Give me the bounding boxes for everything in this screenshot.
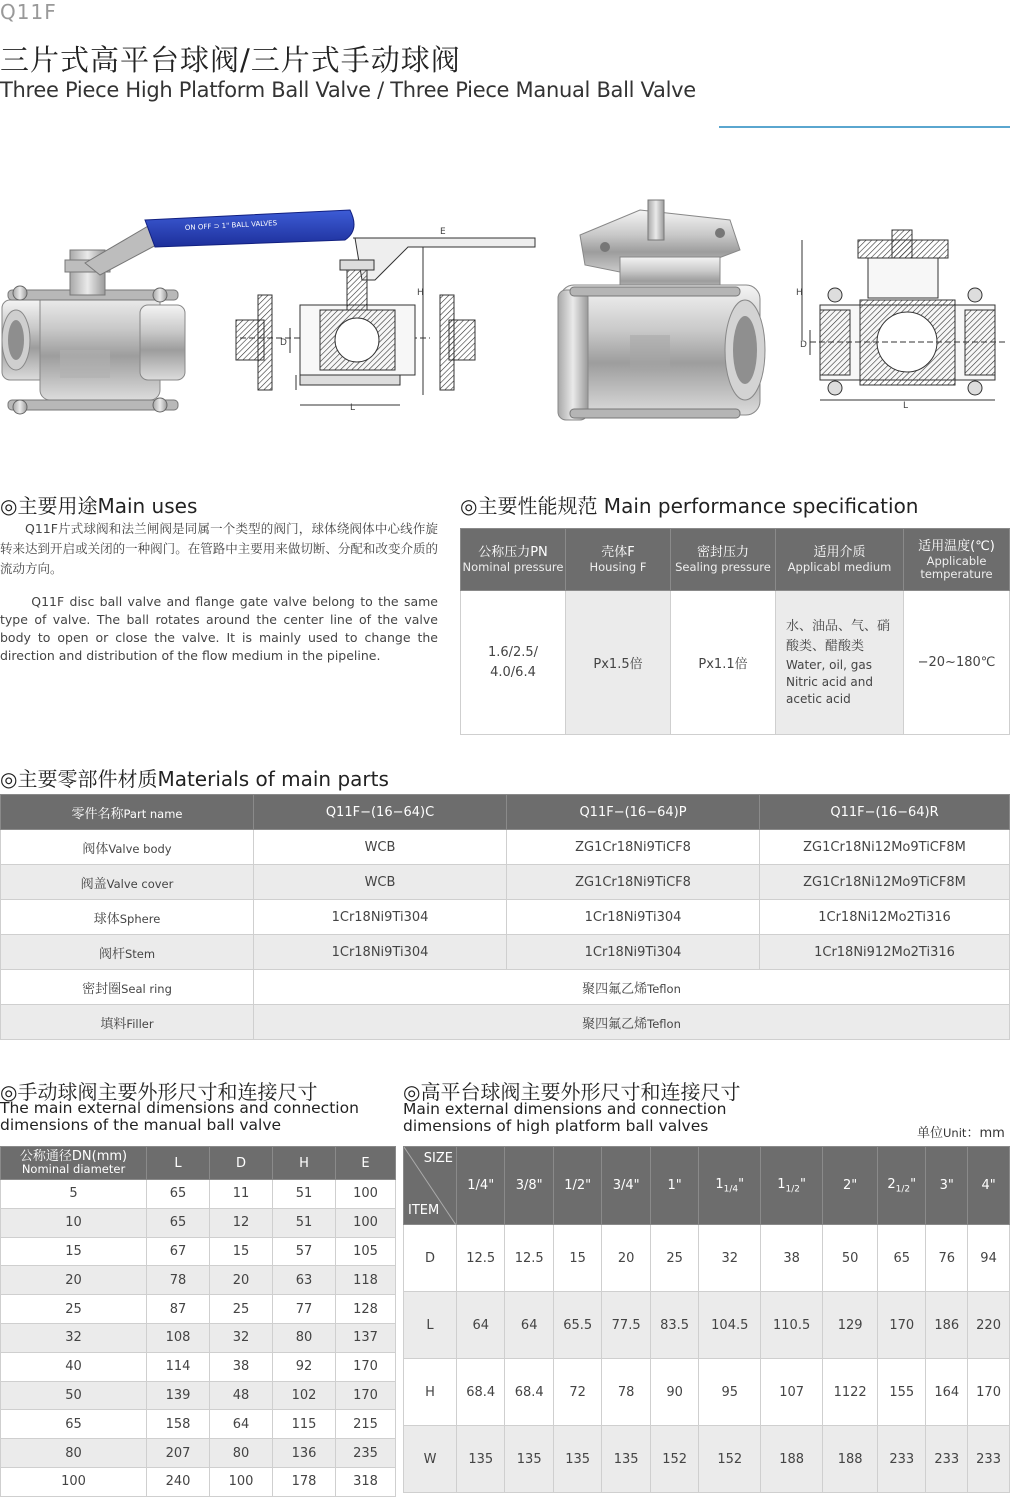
manual-header-l: L: [147, 1147, 210, 1180]
platform-dims-subtitle: Main external dimensions and connection dimensions of high platform ball valves: [403, 1100, 727, 1135]
page-title-cn: 三片式高平台球阀/三片式手动球阀: [0, 43, 461, 77]
size-1-1-2: $1_{1/2}$": [761, 1147, 823, 1225]
manual-header-d: D: [210, 1147, 273, 1180]
size-3-4: 3/4": [602, 1147, 650, 1225]
size-3-8: 3/8": [505, 1147, 553, 1225]
manual-dims-table: [0, 1146, 396, 1497]
table-row: 球体Sphere 1Cr18Ni9Ti304 1Cr18Ni9Ti304 1Cr18Ni12Mo2Ti316: [1, 900, 1010, 935]
high-platform-valve-photo: [558, 200, 765, 420]
page-title-en: Three Piece High Platform Ball Valve / Three Piece Manual Ball Valve: [0, 78, 696, 102]
perf-header-temperature: 适用温度(℃) Applicable temperature: [904, 529, 1010, 591]
materials-table: [0, 794, 1010, 1040]
dim-label-l: L: [350, 403, 356, 413]
table-row: 填料Filler 聚四氟乙烯Teflon: [1, 1005, 1010, 1040]
dim-label-h2: H: [796, 288, 803, 298]
perf-sealing: Px1.1倍: [671, 591, 776, 735]
performance-table: [460, 528, 1010, 735]
size-1-4: 1/4": [457, 1147, 505, 1225]
table-row: 10 65 12 51 100: [1, 1208, 396, 1237]
perf-medium: 水、油品、气、硝酸类、醋酸类 Water, oil, gas Nitric acid and acetic acid: [776, 591, 904, 735]
unit-label: 单位Unit：mm: [917, 1126, 1005, 1141]
size-4: 4": [968, 1147, 1010, 1225]
usage-title: ◎主要用途Main uses: [0, 494, 198, 518]
table-row: L 64 64 65.5 77.5 83.5 104.5 110.5 129 170 186 220: [404, 1292, 1010, 1359]
handle-label: ON OFF ⊃ 1" BALL VALVES: [184, 219, 278, 232]
table-row: 密封圈Seal ring 聚四氟乙烯Teflon: [1, 970, 1010, 1005]
dim-label-e: E: [440, 227, 446, 237]
mat-header-c: Q11F−(16−64)C: [254, 795, 507, 830]
manual-dims-title: ◎手动球阀主要外形尺寸和连接尺寸: [0, 1080, 318, 1104]
platform-dims-title: ◎高平台球阀主要外形尺寸和连接尺寸: [403, 1080, 741, 1104]
table-row: 65 158 64 115 215: [1, 1410, 396, 1439]
dim-label-d: D: [280, 338, 287, 348]
manual-header-h: H: [273, 1147, 336, 1180]
table-row: 80 207 80 136 235: [1, 1439, 396, 1468]
perf-housing: Px1.5倍: [566, 591, 671, 735]
mat-header-p: Q11F−(16−64)P: [507, 795, 760, 830]
usage-text-en: Q11F disc ball valve and flange gate valve belong to the same type of valve. The ball rotates around the center line of the valve body to open or close the valve. It is mainly used to change the direction and distribution of the flow medium in the pipeline.: [0, 594, 438, 663]
size-2-1-2: $2_{1/2}$": [878, 1147, 926, 1225]
table-row: 15 67 15 57 105: [1, 1237, 396, 1266]
table-row: 阀体Valve body WCB ZG1Cr18Ni9TiCF8 ZG1Cr18Ni12Mo9TiCF8M: [1, 830, 1010, 865]
perf-pressure: 1.6/2.5/ 4.0/6.4: [461, 591, 566, 735]
perf-header-sealing: 密封压力 Sealing pressure: [671, 529, 776, 591]
model-code: Q11F: [0, 0, 57, 24]
table-row: 32 108 32 80 137: [1, 1323, 396, 1352]
perf-header-housing: 壳体F Housing F: [566, 529, 671, 591]
table-row: 50 139 48 102 170: [1, 1381, 396, 1410]
table-row: 100 240 100 178 318: [1, 1467, 396, 1496]
mat-header-r: Q11F−(16−64)R: [760, 795, 1010, 830]
manual-header-e: E: [336, 1147, 396, 1180]
size-1-1-4: $1_{1/4}$": [699, 1147, 761, 1225]
size-1: 1": [650, 1147, 698, 1225]
manual-dims-subtitle: The main external dimensions and connection dimensions of the manual ball valve: [0, 1099, 359, 1134]
table-row: 阀盖Valve cover WCB ZG1Cr18Ni9TiCF8 ZG1Cr18Ni12Mo9TiCF8M: [1, 865, 1010, 900]
platform-corner-cell: SIZE ITEM: [404, 1147, 457, 1225]
table-row: 5 65 11 51 100: [1, 1180, 396, 1209]
manual-valve-drawing: [236, 238, 535, 405]
manual-header-dn: 公称通径DN(mm) Nominal diameter: [1, 1147, 147, 1180]
table-row: H 68.4 68.4 72 78 90 95 107 1122 155 164 170: [404, 1359, 1010, 1426]
table-row: 40 114 38 92 170: [1, 1352, 396, 1381]
size-1-2: 1/2": [553, 1147, 601, 1225]
materials-title: ◎主要零部件材质Materials of main parts: [0, 767, 389, 791]
perf-header-pressure: 公称压力PN Nominal pressure: [461, 529, 566, 591]
title-divider: [719, 126, 1010, 128]
dim-label-h: H: [417, 288, 424, 298]
perf-temperature: −20~180℃: [904, 591, 1010, 735]
product-illustrations: [0, 195, 1011, 445]
usage-text-cn: Q11F片式球阀和法兰闸阀是同属一个类型的阀门，球体绕阀体中心线作旋转来达到开启或关闭的一种阀门。在管路中主要用来做切断、分配和改变介质的流动方向。: [0, 521, 438, 576]
table-row: D 12.5 12.5 15 20 25 32 38 50 65 76 94: [404, 1225, 1010, 1292]
performance-title: ◎主要性能规范 Main performance specification: [460, 494, 919, 518]
mat-header-part: 零件名称Part name: [1, 795, 254, 830]
dim-label-l2: L: [903, 401, 909, 411]
perf-header-medium: 适用介质 Applicabl medium: [776, 529, 904, 591]
size-3: 3": [926, 1147, 968, 1225]
table-row: 25 87 25 77 128: [1, 1295, 396, 1324]
table-row: 阀杆Stem 1Cr18Ni9Ti304 1Cr18Ni9Ti304 1Cr18Ni912Mo2Ti316: [1, 935, 1010, 970]
dim-label-d2: D: [800, 340, 807, 350]
table-row: 20 78 20 63 118: [1, 1266, 396, 1295]
platform-dims-table: [403, 1146, 1010, 1493]
high-platform-valve-drawing: [802, 230, 1005, 400]
size-2: 2": [823, 1147, 878, 1225]
table-row: W 135 135 135 135 152 152 188 188 233 233 233: [404, 1426, 1010, 1493]
